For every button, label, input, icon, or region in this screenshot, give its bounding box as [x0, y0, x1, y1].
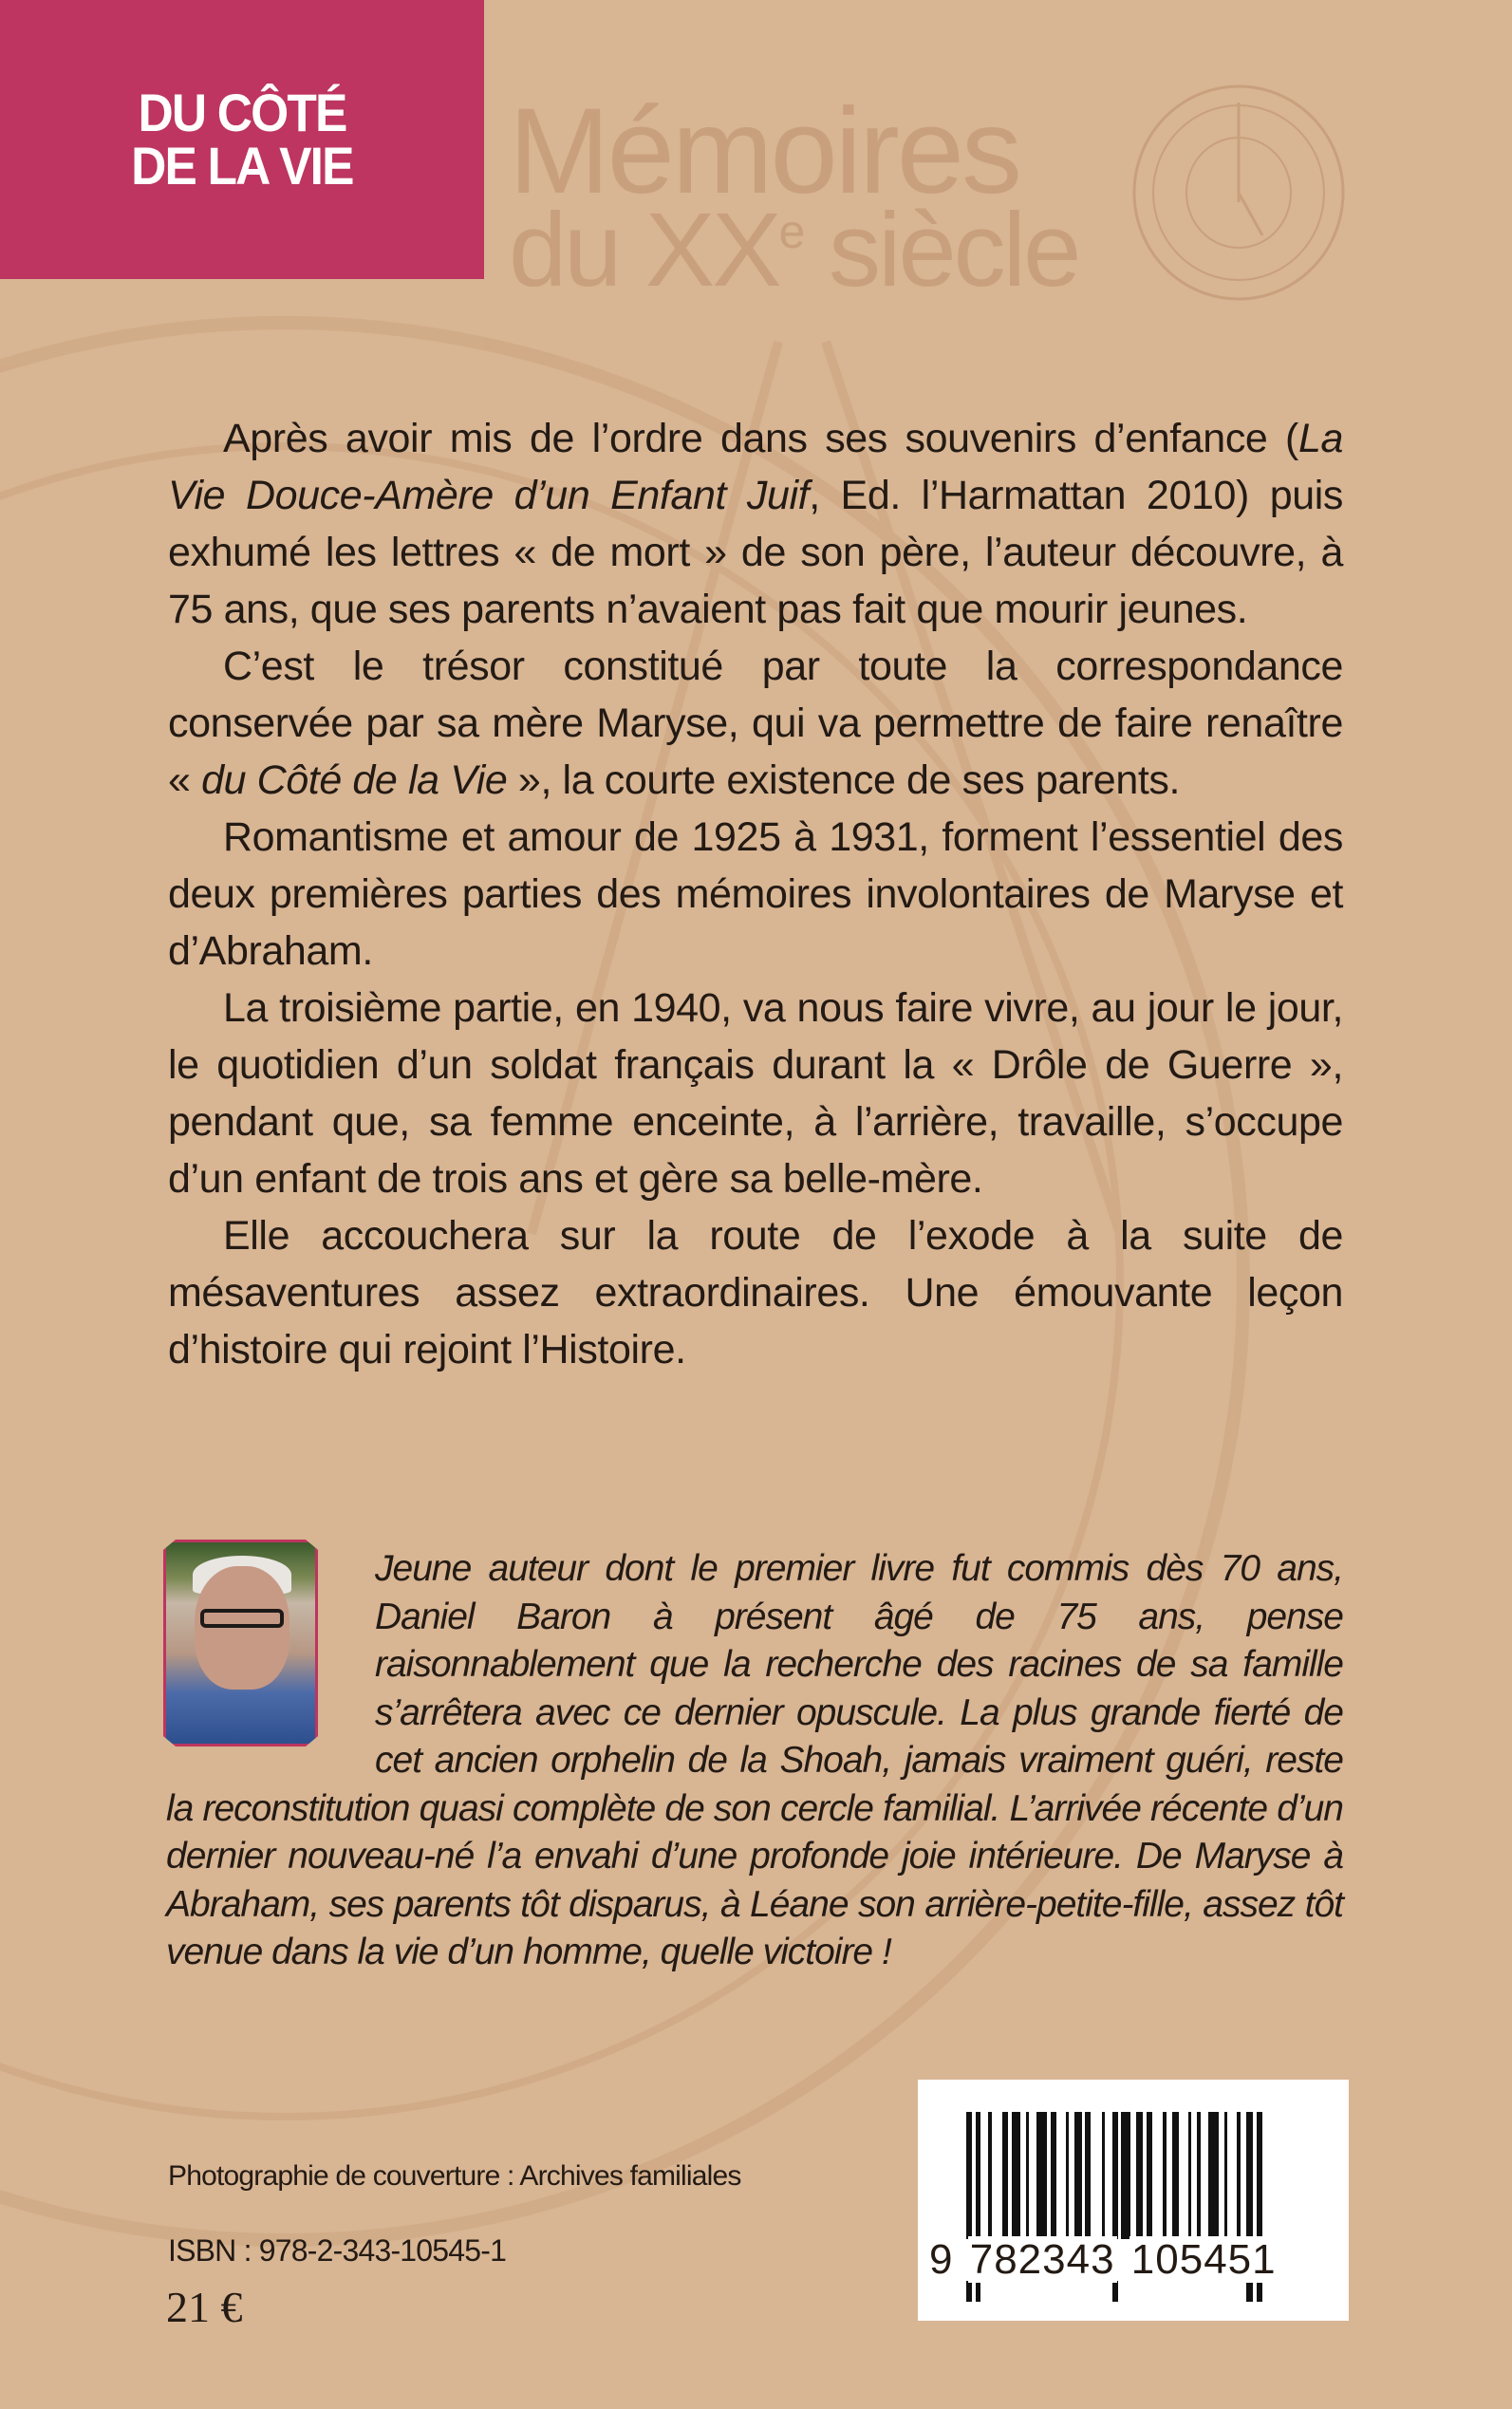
summary-text: , Ed. l’Harmattan 2010) puis exhumé les lettres « de mort » de son père, l’auteur découvre, à 75 ans, que ses parents n’avaient pas fait que mourir jeunes.	[168, 473, 1343, 632]
clock-icon	[1129, 84, 1348, 302]
summary-paragraph: Romantisme et amour de 1925 à 1931, forment l’essentiel des deux premières parties des mémoires involontaires de Maryse et d’Abraham.	[168, 814, 1343, 974]
author-bio-text: Jeune auteur dont le premier livre fut commis dès 70 ans, Daniel Baron à présent âgé de 75 ans, pense raisonnablement que la recherche des racines de sa famille s’arrêtera avec ce dernier opuscule. La plus grande fierté de cet ancien orphelin de la Shoah, jamais vraiment guéri, reste la reconstitution quasi complète de son cercle familial. L’arrivée récente d’un dernier nouveau-né l’a envahi d’une profonde joie intérieure. De Maryse à Abraham, ses parents tôt disparus, à Léane son arrière-petite-fille, assez tôt venue dans la vie d’un homme, quelle victoire !	[166, 1548, 1343, 1972]
summary-text: », la courte existence de ses parents.	[507, 757, 1181, 803]
summary-book-title: La Vie Douce-Amère d’un Enfant Juif	[168, 416, 1343, 518]
book-summary	[168, 410, 1343, 1378]
isbn: ISBN : 978-2-343-10545-1	[168, 2233, 507, 2268]
collection-superscript: e	[778, 205, 803, 258]
summary-paragraph: Elle accouchera sur la route de l’exode à la suite de mésaventures assez extraordinaires. Une émouvante leçon d’histoire qui rejoint l’Histoire.	[168, 1213, 1343, 1373]
series-label-box	[0, 0, 484, 279]
barcode-digit-first: 9	[929, 2236, 954, 2283]
summary-paragraph	[168, 410, 1343, 638]
collection-title-line1: Mémoires	[509, 84, 1019, 219]
collection-prefix: du XX	[509, 192, 779, 308]
series-title-line2: DE LA VIE	[131, 136, 353, 196]
summary-text: C’est le trésor constitué par toute la correspondance conservée par sa mère Maryse, qui va permettre de faire renaître «	[168, 644, 1343, 803]
author-photo	[163, 1540, 318, 1746]
price: 21 €	[166, 2283, 243, 2331]
author-bio	[166, 1545, 1343, 1977]
summary-paragraph: La troisième partie, en 1940, va nous faire vivre, au jour le jour, le quotidien d’un soldat français durant la « Drôle de Guerre », pendant que, sa femme enceinte, à l’arrière, travaille, s’occupe d’un enfant de trois ans et gère sa belle-mère.	[168, 985, 1343, 1202]
collection-suffix: siècle	[802, 192, 1079, 308]
barcode-digits-left: 782343	[969, 2236, 1115, 2283]
collection-title-line2	[509, 192, 1079, 308]
summary-paragraph	[168, 638, 1343, 809]
photo-credit: Photographie de couverture : Archives familiales	[168, 2160, 741, 2192]
barcode-digits	[927, 2236, 1279, 2283]
summary-text: Après avoir mis de l’ordre dans ses souvenirs d’enfance (	[223, 416, 1298, 461]
barcode-digits-right: 105451	[1130, 2236, 1277, 2283]
barcode	[918, 2080, 1349, 2321]
summary-book-title: du Côté de la Vie	[201, 757, 508, 803]
series-title-line1: DU CÔTÉ	[138, 83, 346, 142]
collection-title	[509, 84, 1079, 308]
